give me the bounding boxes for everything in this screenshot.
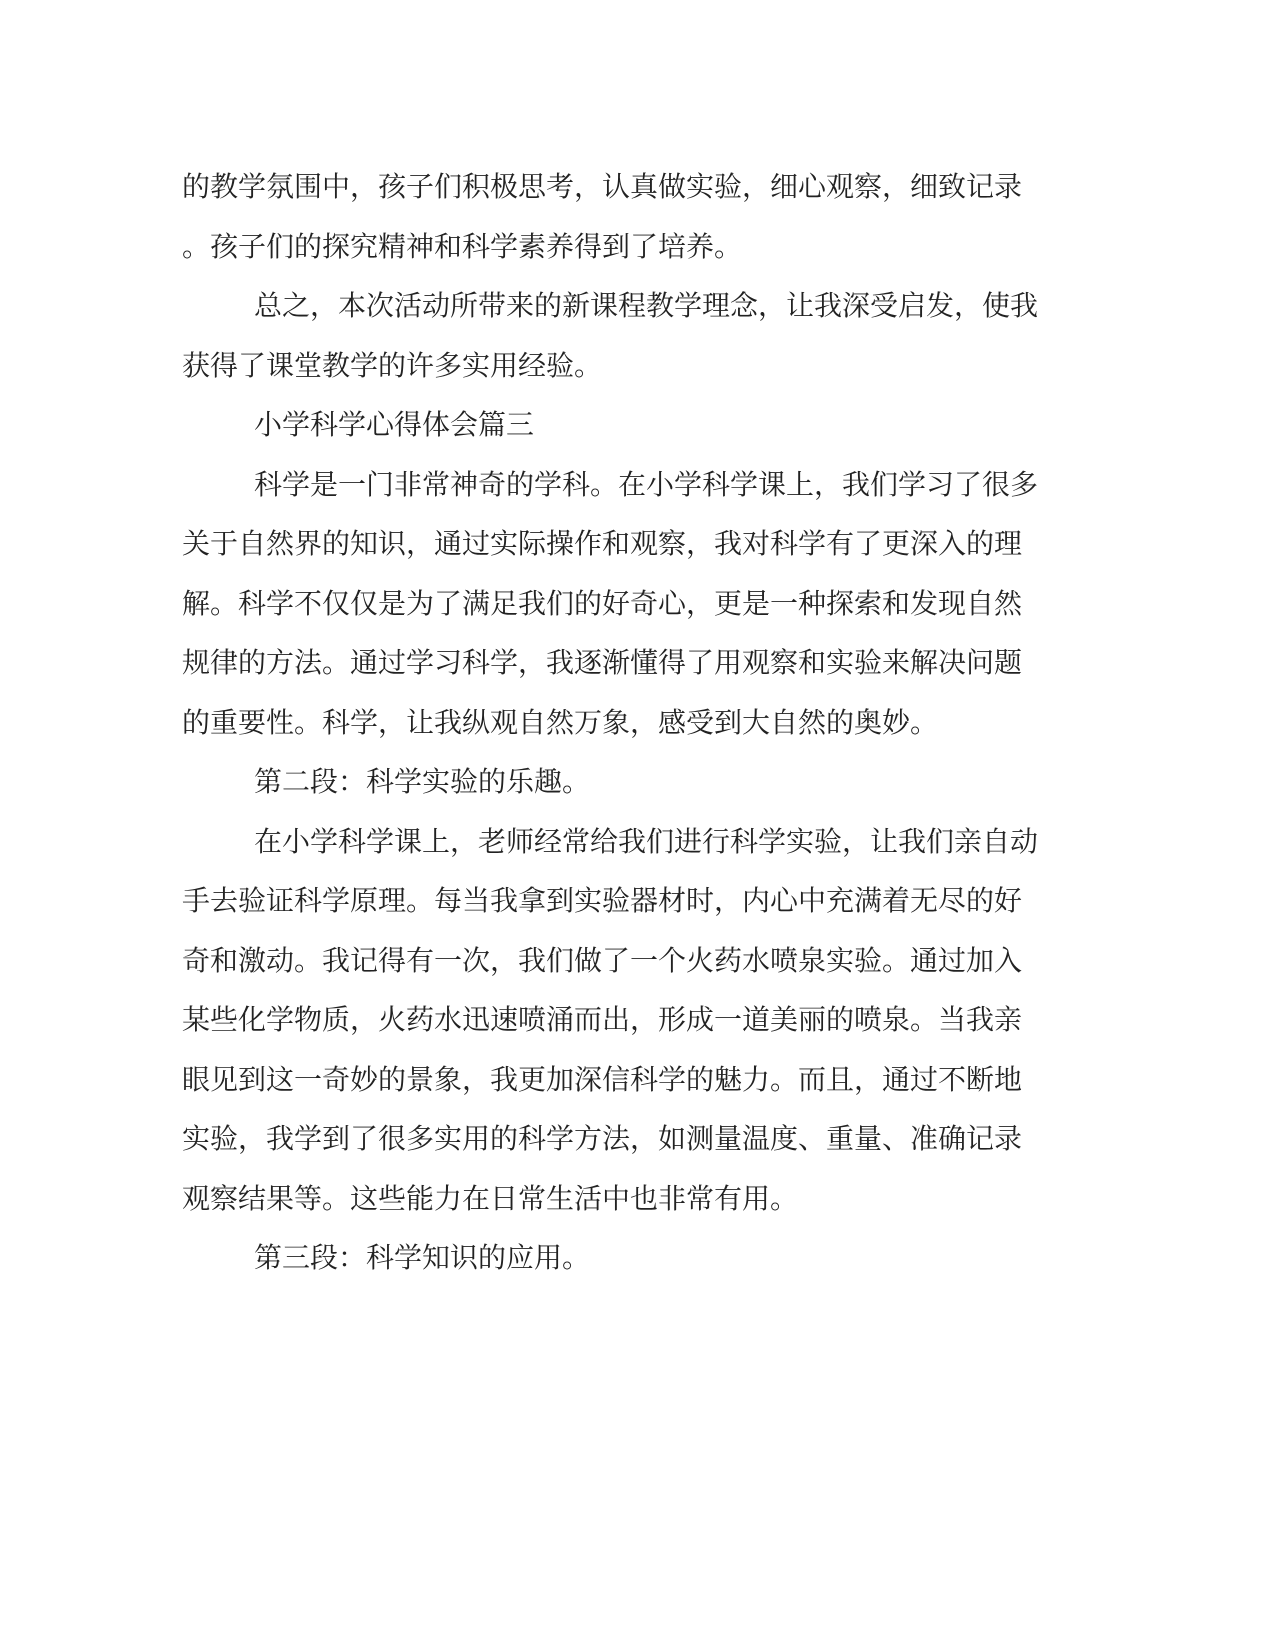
text-line: 奇和激动。我记得有一次，我们做了一个火药水喷泉实验。通过加入 (182, 943, 1023, 977)
document-body (182, 157, 1039, 1288)
text-line: 科学是一门非常神奇的学科。在小学科学课上，我们学习了很多 (254, 467, 1039, 501)
section-heading: 第三段：科学知识的应用。 (254, 1241, 591, 1274)
section-heading: 第二段：科学实验的乐趣。 (254, 765, 591, 798)
text-line: 某些化学物质，火药水迅速喷涌而出，形成一道美丽的喷泉。当我亲 (182, 1003, 1023, 1036)
text-line: 关于自然界的知识，通过实际操作和观察，我对科学有了更深入的理 (182, 527, 1023, 560)
text-line: 规律的方法。通过学习科学，我逐渐懂得了用观察和实验来解决问题 (182, 646, 1023, 679)
text-line: 解。科学不仅仅是为了满足我们的好奇心，更是一种探索和发现自然 (182, 586, 1023, 620)
text-line: 实验，我学到了很多实用的科学方法，如测量温度、重量、准确记录 (182, 1122, 1023, 1155)
text-line: 总之，本次活动所带来的新课程教学理念，让我深受启发，使我 (254, 289, 1039, 322)
text-line: 手去验证科学原理。每当我拿到实验器材时，内心中充满着无尽的好 (182, 884, 1023, 917)
text-line: 眼见到这一奇妙的景象，我更加深信科学的魅力。而且，通过不断地 (182, 1062, 1023, 1096)
text-line: 观察结果等。这些能力在日常生活中也非常有用。 (182, 1181, 799, 1215)
section-heading: 小学科学心得体会篇三 (254, 408, 535, 441)
text-line: 的重要性。科学，让我纵观自然万象，感受到大自然的奥妙。 (182, 705, 939, 739)
text-line: 获得了课堂教学的许多实用经验。 (182, 348, 603, 382)
text-line: 。孩子们的探究精神和科学素养得到了培养。 (182, 229, 743, 263)
text-line: 的教学氛围中，孩子们积极思考，认真做实验，细心观察，细致记录 (182, 170, 1023, 203)
text-line: 在小学科学课上，老师经常给我们进行科学实验，让我们亲自动 (254, 824, 1039, 858)
